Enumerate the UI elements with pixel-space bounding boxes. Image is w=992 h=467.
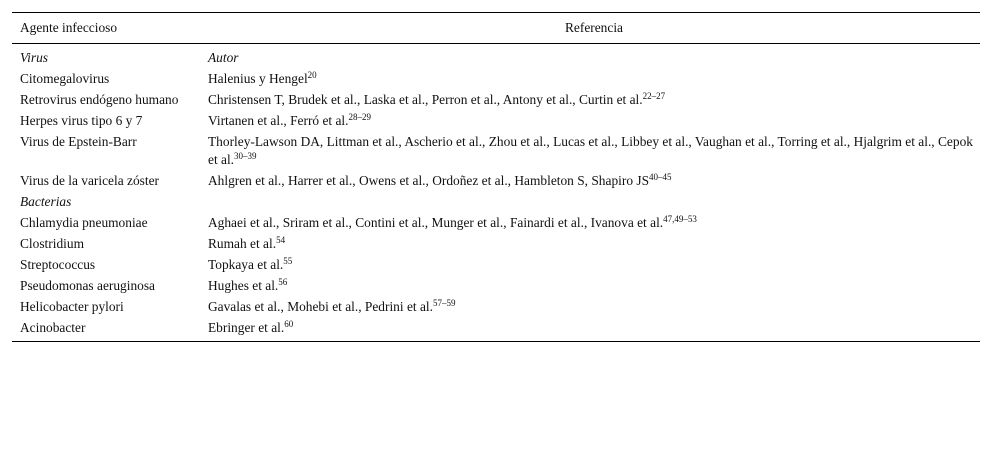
agent-cell: Virus de Epstein-Barr <box>20 134 137 149</box>
table-row <box>12 213 980 234</box>
section-label: Virus <box>20 50 49 65</box>
reference-text: Aghaei et al., Sriram et al., Contini et al., Munger et al., Fainardi et al., Ivanova et al. <box>208 215 664 230</box>
header-agent: Agente infeccioso <box>12 13 200 44</box>
agent-cell: Clostridium <box>20 236 84 251</box>
reference-text: Virtanen et al., Ferró et al. <box>208 113 349 128</box>
reference-cell <box>200 255 980 276</box>
agent-cell: Virus de la varicela zóster <box>20 173 159 188</box>
reference-cell <box>200 90 980 111</box>
agent-cell: Acinobacter <box>12 318 200 342</box>
agent-cell: Streptococcus <box>20 257 96 272</box>
table-row <box>12 276 980 297</box>
reference-cell <box>200 276 980 297</box>
agent-cell: Chlamydia pneumoniae <box>20 215 148 230</box>
section-row <box>12 44 980 70</box>
agent-cell: Citomegalovirus <box>20 71 110 86</box>
citation-superscript: 57–59 <box>432 298 456 308</box>
reference-text: Thorley-Lawson DA, Littman et al., Ascherio et al., Zhou et al., Lucas et al., Libbey et al., Vaughan et al., Torring et al., Hjalgrim et al., Cepok et al. <box>208 134 973 167</box>
reference-text: Rumah et al. <box>208 236 277 251</box>
reference-cell <box>200 213 980 234</box>
table-row <box>12 318 980 342</box>
reference-text: Halenius y Hengel <box>208 71 308 86</box>
reference-text: Ahlgren et al., Harrer et al., Owens et al., Ordoñez et al., Hambleton S, Shapiro JS <box>208 173 650 188</box>
reference-cell <box>200 132 980 171</box>
table-body <box>12 44 980 342</box>
table-row <box>12 90 980 111</box>
section-label: Bacterias <box>20 194 72 209</box>
citation-superscript: 54 <box>276 235 286 245</box>
reference-text: Topkaya et al. <box>208 257 284 272</box>
reference-cell <box>200 234 980 255</box>
table-row <box>12 234 980 255</box>
reference-table <box>12 12 980 342</box>
citation-superscript: 40–45 <box>649 172 672 182</box>
reference-cell <box>200 171 980 192</box>
section-row <box>12 192 980 213</box>
agent-cell: Pseudomonas aeruginosa <box>20 278 155 293</box>
citation-superscript: 60 <box>284 319 294 329</box>
reference-text: Ebringer et al. <box>208 320 285 335</box>
table-row <box>12 297 980 318</box>
header-reference: Referencia <box>200 13 980 44</box>
table-row <box>12 171 980 192</box>
table-row <box>12 255 980 276</box>
reference-cell <box>200 111 980 132</box>
agent-cell: Helicobacter pylori <box>20 299 124 314</box>
table-row <box>12 69 980 90</box>
reference-cell <box>200 297 980 318</box>
citation-superscript: 47,49–53 <box>663 214 697 224</box>
agent-cell: Retrovirus endógeno humano <box>20 92 179 107</box>
citation-superscript: 20 <box>307 70 317 80</box>
table-row <box>12 111 980 132</box>
reference-text: Gavalas et al., Mohebi et al., Pedrini et al. <box>208 299 433 314</box>
reference-cell <box>200 318 980 342</box>
citation-superscript: 22–27 <box>642 91 666 101</box>
table-row <box>12 132 980 171</box>
column-subheading: Autor <box>208 50 239 65</box>
citation-superscript: 56 <box>278 277 288 287</box>
reference-text: Christensen T, Brudek et al., Laska et al., Perron et al., Antony et al., Curtin et al. <box>208 92 643 107</box>
header-row <box>12 13 980 44</box>
reference-text: Hughes et al. <box>208 278 279 293</box>
agent-cell: Herpes virus tipo 6 y 7 <box>20 113 143 128</box>
table-header <box>12 13 980 44</box>
reference-cell <box>200 44 980 70</box>
citation-superscript: 55 <box>283 256 293 266</box>
citation-superscript: 30–39 <box>234 151 257 161</box>
reference-cell <box>200 69 980 90</box>
citation-superscript: 28–29 <box>348 112 371 122</box>
reference-cell <box>200 192 980 213</box>
